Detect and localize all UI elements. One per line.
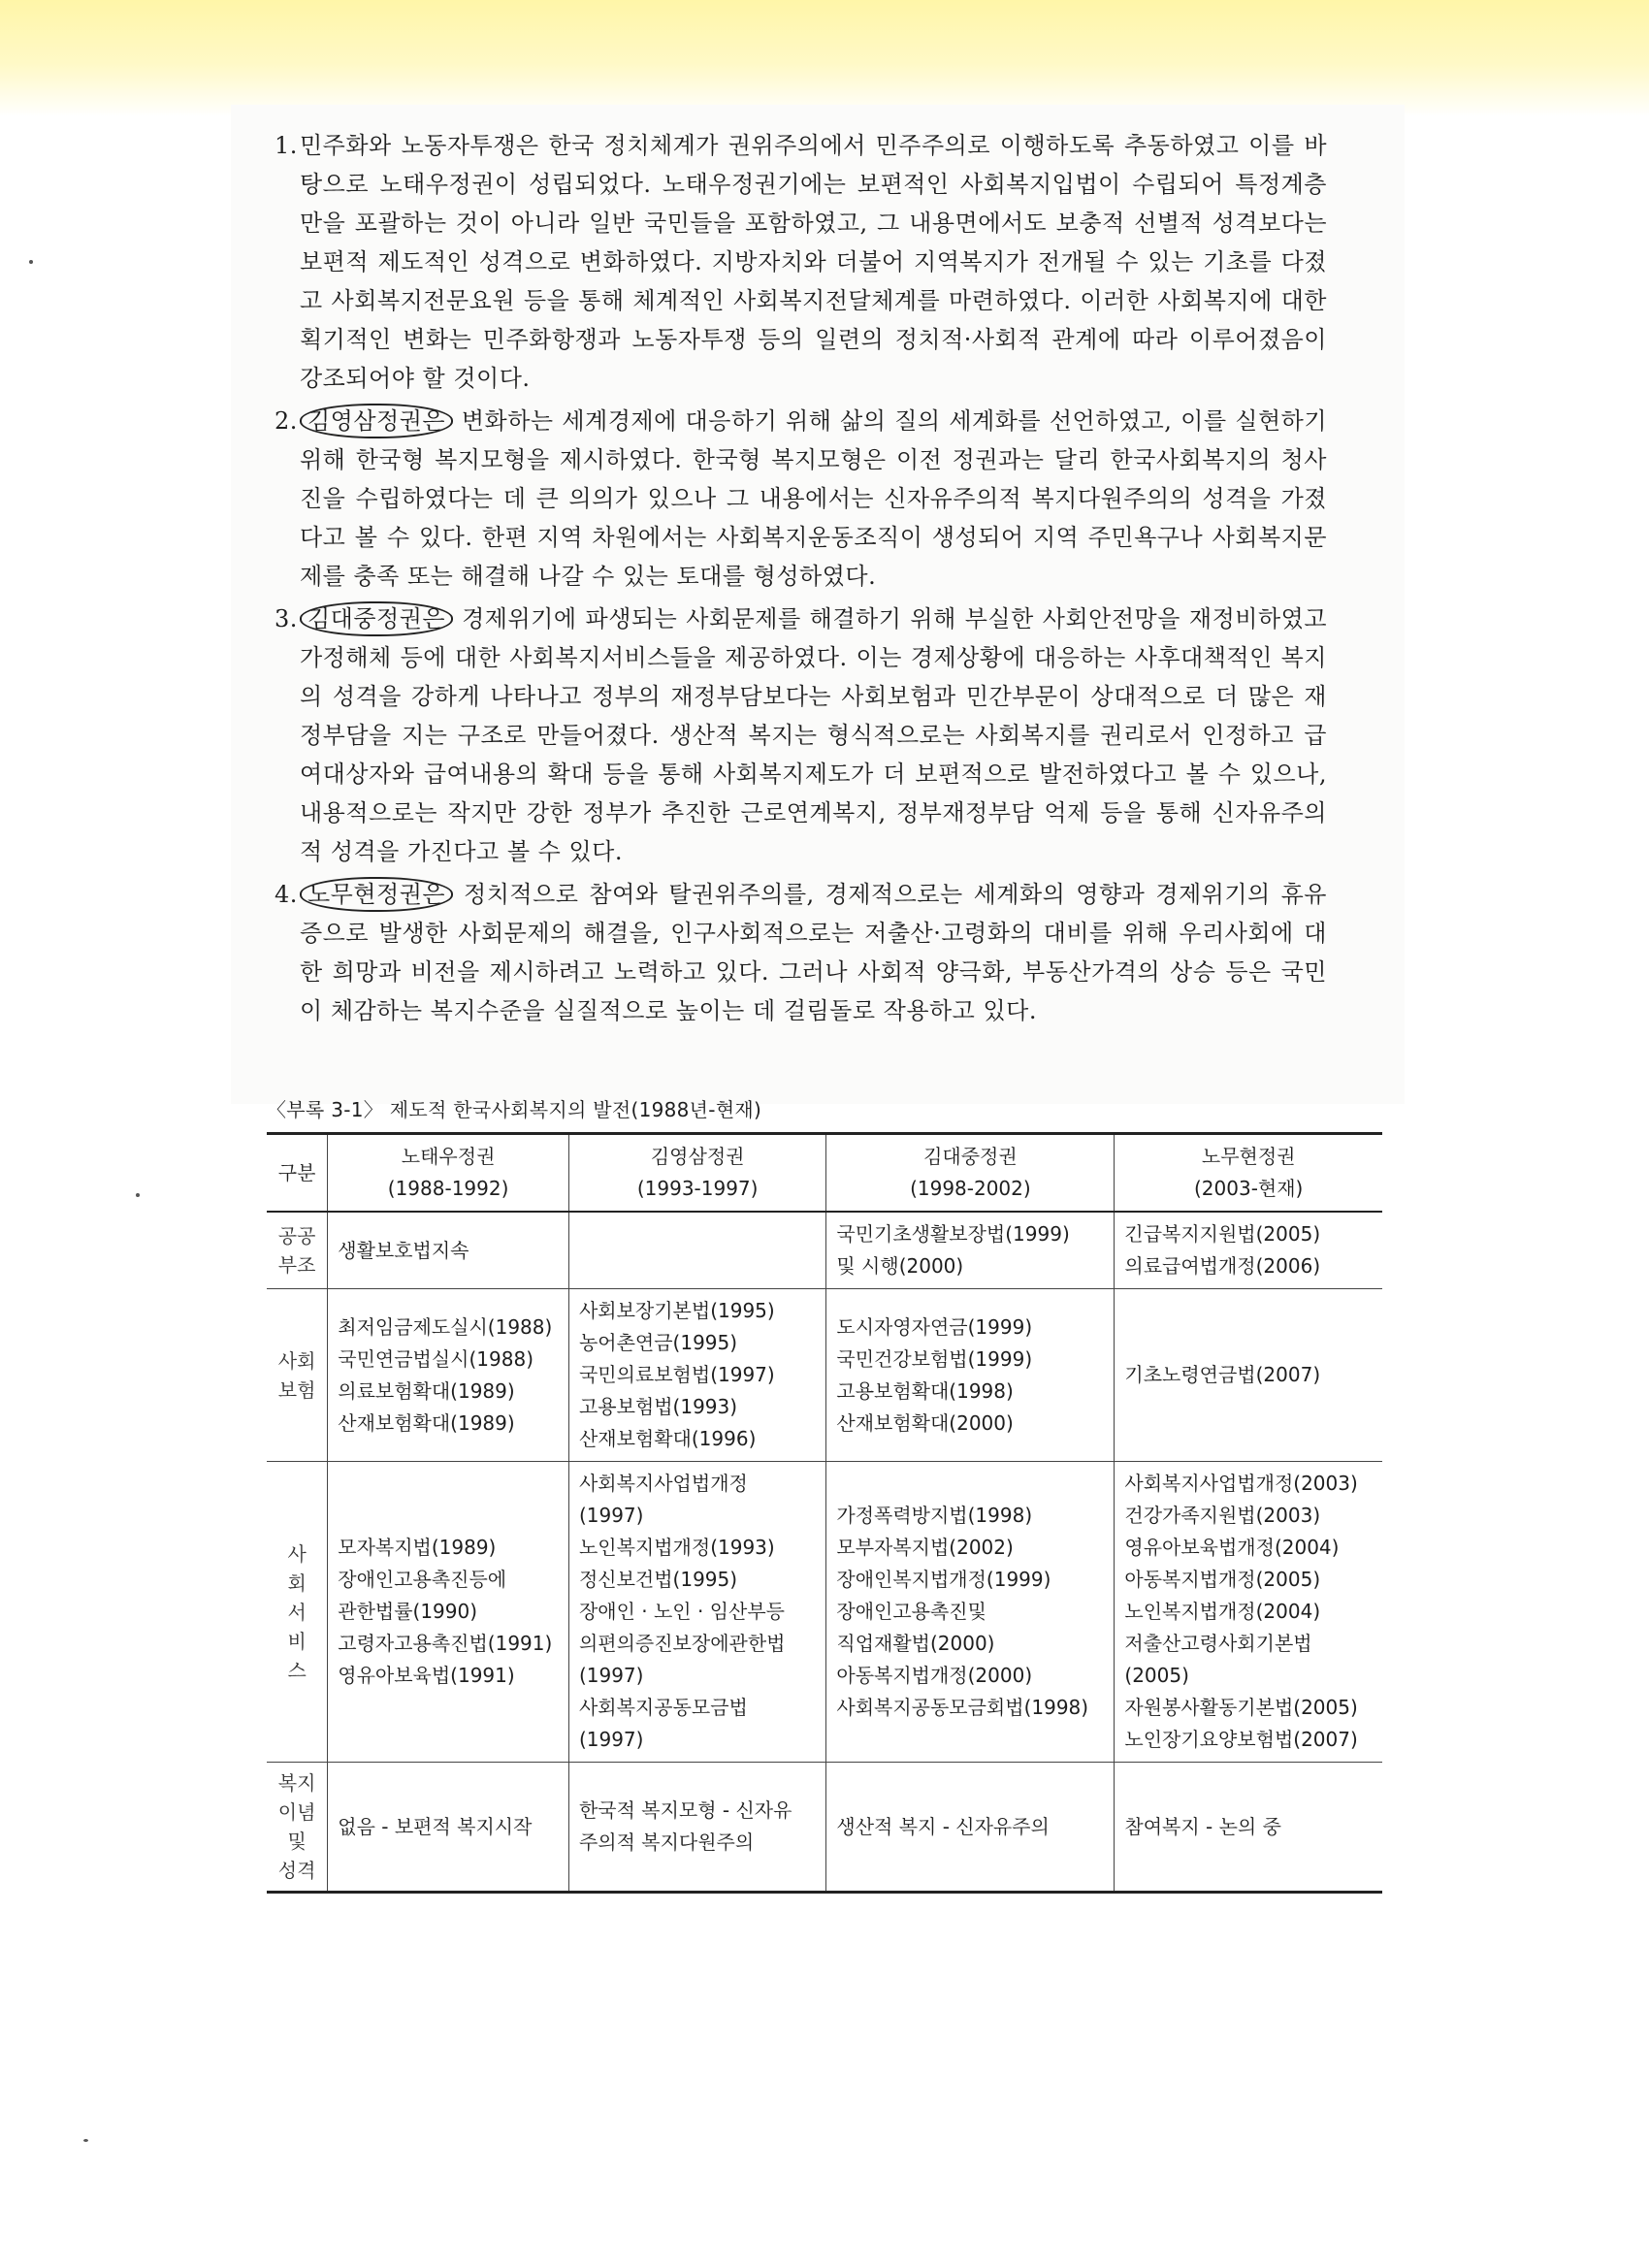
header-name: 김대중정권 <box>923 1145 1018 1168</box>
category-line: 사 <box>287 1541 307 1566</box>
category-line: 복지 <box>277 1771 316 1795</box>
cell-line: 정신보건법(1995) <box>578 1568 738 1591</box>
paragraph-item <box>275 126 1327 398</box>
paragraph-text: 경제위기에 파생되는 사회문제를 해결하기 위해 부실한 사회안전망을 재정비하였고 가정해체 등에 대한 사회복지서비스들을 제공하였다. 이는 경제상황에 대응하는 사후대책적인 복지의 성격을 강하게 나타나고 정부의 재정부담보다는 사회보험과 민간부문이 상대적으로 더 많은 재정부담을 지는 구조로 만들어졌다. 생산적 복지는 형식적으로는 사회복지를 권리로서 인정하고 급여대상자와 급여내용의 확대 등을 통해 사회복지제도가 더 보편적으로 발전하였다고 볼 수 있으나, 내용적으로는 작지만 강한 정부가 추진한 근로연계복지, 정부재정부담 억제 등을 통해 신자유주의적 성격을 가진다고 볼 수 있다. <box>300 605 1327 865</box>
paragraph-text: 변화하는 세계경제에 대응하기 위해 삶의 질의 세계화를 선언하였고, 이를 실현하기 위해 한국형 복지모형을 제시하였다. 한국형 복지모형은 이전 정권과는 달리 한국사회복지의 청사진을 수립하였다는 데 큰 의의가 있으나 그 내용에서는 신자유주의적 복지다원주의의 성격을 가졌다고 볼 수 있다. 한편 지역 차원에서는 사회복지운동조직이 생성되어 지역 주민욕구나 사회복지문제를 충족 또는 해결해 나갈 수 있는 토대를 형성하였다. <box>300 407 1327 590</box>
cell-line: 장애인고용촉진및 <box>836 1600 986 1623</box>
table-row <box>267 1763 1382 1893</box>
cell-line: 직업재활법(2000) <box>836 1632 995 1655</box>
category-line: 사회 <box>277 1348 316 1373</box>
table-cell <box>1115 1763 1382 1893</box>
cell-line: 가정폭력방지법(1998) <box>836 1504 1033 1527</box>
table-cell <box>1115 1462 1382 1763</box>
category-line: 성격 <box>277 1859 316 1882</box>
cell-line: (1997) <box>578 1728 644 1751</box>
scan-yellow-band <box>0 0 1649 116</box>
cell-line: 사회보장기본법(1995) <box>578 1299 775 1322</box>
header-name: 김영삼정권 <box>650 1145 745 1168</box>
cell-line: (1997) <box>578 1504 644 1527</box>
cell-line: 자원봉사활동기본법(2005) <box>1124 1696 1358 1719</box>
table-cell <box>1115 1212 1382 1289</box>
header-cell <box>826 1134 1115 1213</box>
table-row <box>267 1462 1382 1763</box>
paragraph-item <box>275 599 1327 871</box>
cell-line: 생활보호법지속 <box>338 1238 469 1262</box>
table-body <box>267 1212 1382 1893</box>
circled-regime-name: 김영삼정권은 <box>300 404 453 438</box>
cell-line: 건강가족지원법(2003) <box>1124 1504 1321 1527</box>
table-cell <box>826 1289 1115 1462</box>
table-cell <box>826 1462 1115 1763</box>
cell-line: 장애인고용촉진등에 <box>338 1568 507 1591</box>
header-period: (1998-2002) <box>910 1177 1031 1200</box>
table-cell <box>1115 1289 1382 1462</box>
category-line: 비 <box>287 1629 307 1653</box>
category-line: 회 <box>287 1571 307 1595</box>
cell-line: 영유아보육법(1991) <box>338 1664 515 1687</box>
cell-line: 장애인복지법개정(1999) <box>836 1568 1051 1591</box>
row-category <box>267 1212 328 1289</box>
scan-speck <box>83 2139 88 2142</box>
row-category <box>267 1289 328 1462</box>
cell-line: 국민건강보험법(1999) <box>836 1346 1033 1371</box>
category-line: 공공 <box>277 1224 316 1247</box>
cell-line: 최저임금제도실시(1988) <box>338 1314 553 1339</box>
category-line: 이념 <box>277 1800 316 1824</box>
cell-line: 저출산고령사회기본법 <box>1124 1632 1312 1655</box>
cell-line: 참여복지 - 논의 중 <box>1124 1814 1281 1838</box>
cell-line: 노인장기요양보험법(2007) <box>1124 1728 1358 1751</box>
paragraph-number: 3. <box>275 605 298 632</box>
cell-line: 긴급복지지원법(2005) <box>1124 1222 1321 1246</box>
cell-line: 모부자복지법(2002) <box>836 1536 1014 1559</box>
header-name: 노무현정권 <box>1201 1145 1296 1168</box>
header-cell <box>267 1134 328 1213</box>
table-cell <box>328 1462 569 1763</box>
cell-line: 없음 - 보편적 복지시작 <box>338 1814 533 1838</box>
circled-regime-name: 노무현정권은 <box>300 877 453 912</box>
header-cell <box>568 1134 825 1213</box>
welfare-development-table <box>267 1132 1382 1894</box>
appendix-table-section <box>267 1094 1392 1894</box>
scan-speck <box>29 260 33 264</box>
cell-line: 기초노령연금법(2007) <box>1124 1363 1321 1386</box>
cell-line: 의편의증진보장에관한법 <box>578 1632 786 1655</box>
cell-line: 농어촌연금(1995) <box>578 1331 738 1354</box>
paragraph-text: 정치적으로 참여와 탈권위주의를, 경제적으로는 세계화의 영향과 경제위기의 휴유증으로 발생한 사회문제의 해결을, 인구사회적으로는 저출산·고령화의 대비를 위해 우리사회에 대한 희망과 비전을 제시하려고 노력하고 있다. 그러나 사회적 양극화, 부동산가격의 상승 등은 국민이 체감하는 복지수준을 실질적으로 높이는 데 걸림돌로 작용하고 있다. <box>300 881 1327 1024</box>
cell-line: 의료급여법개정(2006) <box>1124 1254 1321 1278</box>
cell-line: 아동복지법개정(2005) <box>1124 1568 1321 1591</box>
table-cell <box>568 1763 825 1893</box>
cell-line: 노인복지법개정(2004) <box>1124 1600 1321 1623</box>
category-line: 보험 <box>277 1377 316 1402</box>
table-cell <box>826 1763 1115 1893</box>
cell-line: 고령자고용촉진법(1991) <box>338 1632 553 1655</box>
table-cell <box>568 1212 825 1289</box>
paragraph-number: 4. <box>275 881 298 908</box>
circled-regime-name: 김대중정권은 <box>300 601 453 636</box>
header-period: (2003-현재) <box>1194 1177 1304 1200</box>
cell-line: 관한법률(1990) <box>338 1600 478 1623</box>
cell-line: 및 시행(2000) <box>836 1254 964 1278</box>
table-cell <box>568 1289 825 1462</box>
cell-line: 노인복지법개정(1993) <box>578 1536 775 1559</box>
cell-line: 사회복지사업법개정(2003) <box>1124 1472 1358 1495</box>
row-category <box>267 1763 328 1893</box>
cell-line: 국민기초생활보장법(1999) <box>836 1222 1070 1246</box>
table-cell <box>328 1763 569 1893</box>
cell-line: 국민의료보험법(1997) <box>578 1363 775 1386</box>
header-period: (1988-1992) <box>387 1177 509 1200</box>
cell-line: 영유아보육법개정(2004) <box>1124 1536 1340 1559</box>
paragraph-number: 2. <box>275 407 298 435</box>
header-cell <box>1115 1134 1382 1213</box>
row-category <box>267 1462 328 1763</box>
table-cell <box>568 1462 825 1763</box>
category-line: 부조 <box>277 1253 316 1277</box>
cell-line: 아동복지법개정(2000) <box>836 1664 1033 1687</box>
numbered-paragraphs <box>275 126 1327 1034</box>
category-line: 및 <box>287 1830 307 1853</box>
paragraph-text: 민주화와 노동자투쟁은 한국 정치체계가 권위주의에서 민주주의로 이행하도록 추동하였고 이를 바탕으로 노태우정권이 성립되었다. 노태우정권기에는 보편적인 사회복지입법이 수립되어 특정계층만을 포괄하는 것이 아니라 일반 국민들을 포함하였고, 그 내용면에서도 보충적 선별적 성격보다는 보편적 제도적인 성격으로 변화하였다. 지방자치와 더불어 지역복지가 전개될 수 있는 기초를 다졌고 사회복지전문요원 등을 통해 체계적인 사회복지전달체계를 마련하였다. 이러한 사회복지에 대한 획기적인 변화는 민주화항쟁과 노동자투쟁 등의 일련의 정치적·사회적 관계에 따라 이루어졌음이 강조되어야 할 것이다. <box>300 132 1327 392</box>
header-name: 구분 <box>277 1160 316 1184</box>
header-cell <box>328 1134 569 1213</box>
cell-line: 사회복지사업법개정 <box>578 1472 748 1495</box>
category-line: 스 <box>287 1658 307 1682</box>
table-cell <box>328 1289 569 1462</box>
cell-line: 산재보험확대(1989) <box>338 1410 515 1435</box>
cell-line: (2005) <box>1124 1664 1189 1687</box>
category-line: 서 <box>287 1600 307 1624</box>
table-row <box>267 1289 1382 1462</box>
table-cell <box>826 1212 1115 1289</box>
cell-line: 도시자영자연금(1999) <box>836 1314 1033 1339</box>
table-cell <box>328 1212 569 1289</box>
cell-line: 고용보험법(1993) <box>578 1395 738 1418</box>
cell-line: 의료보험확대(1989) <box>338 1378 515 1403</box>
cell-line: 주의적 복지다원주의 <box>578 1831 755 1854</box>
cell-line: 생산적 복지 - 신자유주의 <box>836 1814 1050 1838</box>
header-name: 노태우정권 <box>401 1145 496 1168</box>
cell-line: 산재보험확대(2000) <box>836 1410 1014 1435</box>
scan-speck <box>136 1193 140 1197</box>
cell-line: (1997) <box>578 1664 644 1687</box>
cell-line: 국민연금법실시(1988) <box>338 1346 534 1371</box>
table-caption: 〈부록 3-1〉 제도적 한국사회복지의 발전(1988년-현재) <box>267 1098 762 1121</box>
paragraph-item <box>275 402 1327 596</box>
cell-line: 고용보험확대(1998) <box>836 1378 1014 1403</box>
cell-line: 산재보험확대(1996) <box>578 1427 757 1450</box>
cell-line: 한국적 복지모형 - 신자유 <box>578 1798 792 1822</box>
paragraph-item <box>275 875 1327 1030</box>
table-header-row <box>267 1134 1382 1213</box>
cell-line: 모자복지법(1989) <box>338 1536 497 1559</box>
cell-line: 사회복지공동모금회법(1998) <box>836 1696 1089 1719</box>
header-period: (1993-1997) <box>636 1177 759 1200</box>
table-row <box>267 1212 1382 1289</box>
paragraph-number: 1. <box>275 132 298 159</box>
cell-line: 장애인 · 노인 · 임산부등 <box>578 1600 785 1623</box>
cell-line: 사회복지공동모금법 <box>578 1696 748 1719</box>
